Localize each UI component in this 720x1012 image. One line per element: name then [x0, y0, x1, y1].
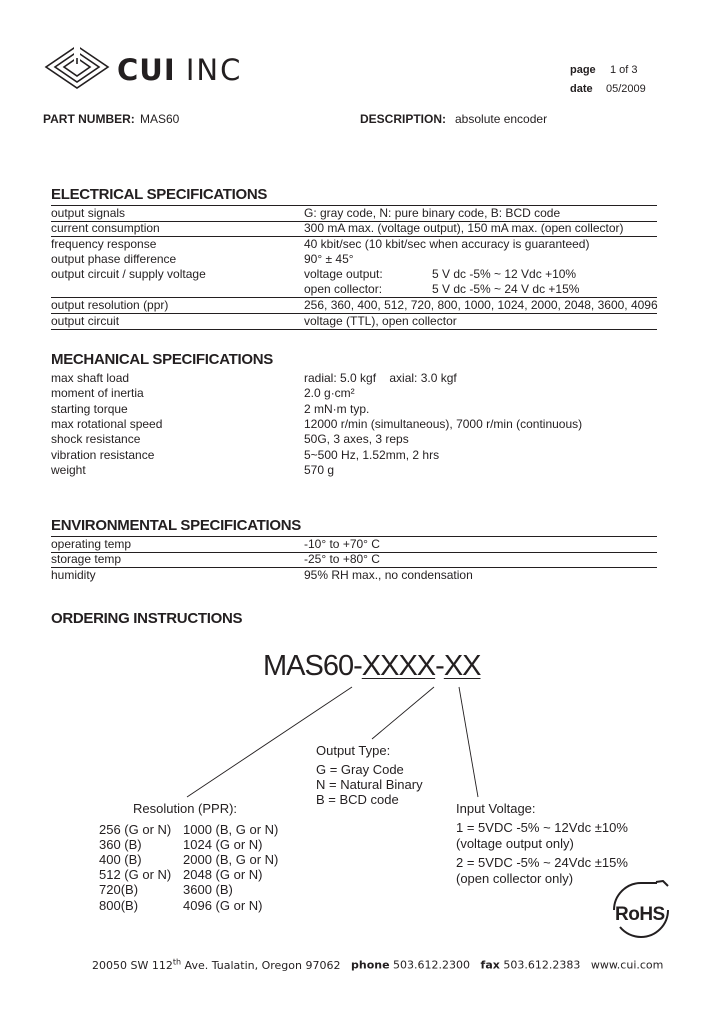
date-label: date [570, 83, 593, 95]
page-value: 1 of 3 [610, 64, 638, 76]
spec-label: output signals [51, 206, 126, 220]
address-suffix: th [172, 957, 182, 966]
model-dash: - [435, 650, 444, 682]
ordering-instructions-title: ORDERING INSTRUCTIONS [51, 610, 243, 627]
spec-value-secondary: 5 V dc -5% ~ 12 Vdc +10% [432, 267, 577, 281]
environmental-specs-title: ENVIRONMENTAL SPECIFICATIONS [51, 517, 301, 534]
spec-label: output phase difference [51, 252, 177, 266]
resolution-item: 2048 (G or N) [183, 867, 263, 882]
spec-value: 40 kbit/sec (10 kbit/sec when accuracy is guaranteed) [304, 237, 590, 251]
fax-label: fax [480, 958, 500, 972]
resolution-item: 800(B) [99, 898, 139, 913]
address-street: 20050 SW 112 [92, 958, 173, 972]
address-city: Ave. Tualatin, Oregon 97062 [181, 958, 341, 972]
electrical-specs-title: ELECTRICAL SPECIFICATIONS [51, 186, 268, 203]
page-label: page [570, 64, 596, 76]
spec-label: frequency response [51, 237, 157, 251]
input-voltage-line: (voltage output only) [456, 836, 574, 851]
resolution-item: 1024 (G or N) [183, 837, 263, 852]
part-number-label: PART NUMBER: [43, 112, 135, 126]
spec-label: max rotational speed [51, 417, 163, 431]
spec-label: weight [51, 463, 86, 477]
spec-value: 95% RH max., no condensation [304, 568, 473, 582]
spec-label: moment of inertia [51, 386, 144, 400]
spec-value: 12000 r/min (simultaneous), 7000 r/min (continuous) [304, 417, 583, 431]
phone-label: phone [350, 958, 390, 972]
resolution-item: 2000 (B, G or N) [183, 852, 279, 867]
resolution-item: 1000 (B, G or N) [183, 822, 279, 837]
description-label: DESCRIPTION: [360, 112, 447, 126]
spec-label: output circuit / supply voltage [51, 267, 206, 281]
output-type-title: Output Type: [316, 743, 391, 758]
footer [92, 957, 663, 972]
resolution-item: 512 (G or N) [99, 867, 172, 882]
model-output-code: XX [443, 650, 481, 682]
spec-label: current consumption [51, 221, 160, 235]
model-resolution-code: XXXX [361, 650, 436, 682]
footer-address [92, 959, 340, 972]
spec-value: -25° to +80° C [304, 552, 380, 566]
rohs-text: RoHS [615, 904, 665, 925]
website-link[interactable]: www.cui.com [590, 958, 664, 972]
phone-value: 503.612.2300 [393, 958, 471, 972]
spec-label: shock resistance [51, 432, 141, 446]
spec-value: 256, 360, 400, 512, 720, 800, 1000, 1024, 2000, 2048, 3600, 4096 [304, 298, 658, 312]
spec-value: 2 mN·m typ. [304, 402, 370, 416]
resolution-item: 400 (B) [99, 852, 142, 867]
spec-value: 570 g [304, 463, 335, 477]
spec-value: -10° to +70° C [304, 537, 380, 551]
input-voltage-title: Input Voltage: [456, 801, 536, 816]
resolution-item: 3600 (B) [183, 882, 233, 897]
spec-value-secondary: 5 V dc -5% ~ 24 V dc +15% [432, 282, 580, 296]
model-prefix: MAS60- [263, 650, 362, 682]
mechanical-specs-title: MECHANICAL SPECIFICATIONS [51, 351, 273, 368]
spec-label: storage temp [51, 552, 122, 566]
spec-value: open collector: [304, 282, 383, 296]
spec-value: 5~500 Hz, 1.52mm, 2 hrs [304, 448, 440, 462]
spec-label: vibration resistance [51, 448, 155, 462]
spec-value: 50G, 3 axes, 3 reps [304, 432, 409, 446]
output-type-item: G = Gray Code [316, 762, 404, 777]
spec-value: 2.0 g·cm² [304, 386, 355, 400]
rohs-badge [610, 880, 672, 940]
date-value: 05/2009 [606, 83, 646, 95]
spec-value: 90° ± 45° [304, 252, 354, 266]
part-number-value: MAS60 [140, 112, 180, 126]
spec-label: starting torque [51, 402, 128, 416]
description-value: absolute encoder [455, 112, 548, 126]
spec-value: voltage output: [304, 267, 383, 281]
input-voltage-line: 1 = 5VDC -5% ~ 12Vdc ±10% [456, 820, 628, 835]
resolution-item: 360 (B) [99, 837, 142, 852]
input-voltage-line: (open collector only) [456, 871, 574, 886]
spec-value: radial: 5.0 kgf axial: 3.0 kgf [304, 371, 457, 385]
resolution-item: 256 (G or N) [99, 822, 172, 837]
resolution-item: 720(B) [99, 882, 139, 897]
spec-value: 300 mA max. (voltage output), 150 mA max. (open collector) [304, 221, 624, 235]
resolution-title: Resolution (PPR): [133, 801, 238, 816]
spec-label: output circuit [51, 314, 120, 328]
spec-label: humidity [51, 568, 96, 582]
input-voltage-line: 2 = 5VDC -5% ~ 24Vdc ±15% [456, 855, 628, 870]
output-type-item: B = BCD code [316, 792, 399, 807]
spec-label: output resolution (ppr) [51, 298, 169, 312]
output-type-item: N = Natural Binary [316, 777, 423, 792]
spec-label: operating temp [51, 537, 132, 551]
spec-label: max shaft load [51, 371, 130, 385]
resolution-item: 4096 (G or N) [183, 898, 263, 913]
company-name-bold: CUI [117, 53, 176, 87]
fax-value: 503.612.2383 [503, 958, 581, 972]
company-name-light: INC [185, 53, 243, 87]
spec-value: G: gray code, N: pure binary code, B: BCD code [304, 206, 561, 220]
spec-value: voltage (TTL), open collector [304, 314, 457, 328]
